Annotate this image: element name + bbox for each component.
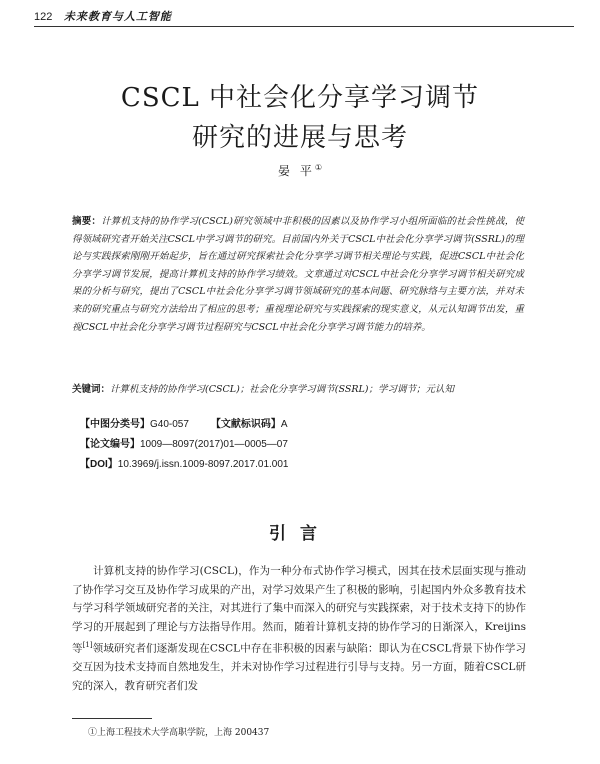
abstract: [72, 213, 524, 336]
body-text-part-2: 领域研究者们逐渐发现在CSCL中存在非积极的因素与缺陷：即认为在CSCL背景下协作学习交互因为技术支持而自然地发生，并未对协作学习过程进行引导与支持。另一方面，随着CSCL研究的深入，教育研究者们发: [72, 642, 527, 692]
body-paragraph: [72, 562, 526, 695]
author-footnote-mark: ①: [314, 163, 322, 172]
keywords-label: 关键词：: [72, 384, 111, 395]
article-number-line: [80, 438, 520, 452]
doi-label: 【DOI】: [80, 459, 118, 470]
section-heading: 引言: [269, 524, 331, 544]
footnote-rule: [72, 718, 152, 719]
page-number: 122: [34, 11, 53, 23]
doc-code-label: 【文献标识码】: [210, 419, 281, 430]
paper-title-line-2: 研究的进展与思考: [191, 123, 408, 153]
header-rule: [34, 26, 574, 27]
keywords-text: 计算机支持的协作学习(CSCL)；社会化分享学习调节(SSRL)；学习调节；元认知: [110, 384, 455, 395]
author: [0, 162, 600, 179]
body-text-part-1: 计算机支持的协作学习(CSCL)，作为一种分布式协作学习模式，因其在技术层面实现与推动了协作学习交互及协作学习成果的产出，对学习效果产生了积极的影响，引起国内外众多教育技术与学习科学领域研究者的关注，对其进行了集中而深入的研究与实践探索，对于技术支持下的协作学习的开展起到了理论与方法指导作用。然而，随着计算机支持的协作学习的日渐深入，Kreijins 等: [72, 565, 526, 655]
doc-code-value: A: [280, 419, 288, 430]
abstract-label: 摘要：: [72, 216, 102, 227]
article-number-value: 1009—8097(2017)01—0005—07: [140, 439, 288, 450]
paper-title-line-1: CSCL 中社会化分享学习调节: [120, 83, 480, 113]
clc-label: 【中图分类号】: [80, 419, 150, 430]
classification-line: [80, 418, 520, 432]
author-name: 晏 平: [278, 164, 315, 178]
footnote: ①上海工程技术大学高职学院，上海 200437: [88, 728, 270, 738]
doi-line: [80, 458, 520, 472]
article-number-label: 【论文编号】: [80, 439, 140, 450]
clc-value: G40-057: [150, 419, 189, 430]
abstract-text: 计算机支持的协作学习(CSCL)研究领域中非积极的因素以及协作学习小组所面临的社会性挑战，使得领域研究者开始关注CSCL中学习调节的研究。目前国内外关于CSCL中社会化分享学习调节(SSRL)的理论与实践探索刚刚开始起步，旨在通过研究探索社会化分享学习调节相关理论与实践，促进CSCL中社会化分享学习调节发展，提高计算机支持的协作学习绩效。文章通过对CSCL中社会化分享学习调节相关研究成果的分析与研究，提出了CSCL中社会化分享学习调节领域研究的基本问题、研究脉络与主要方法，并对未来的研究重点与研究方法给出了相应的思考；重视理论研究与实践探索的现实意义，从元认知调节出发，重视CSCL中社会化分享学习调节过程研究与CSCL中社会化分享学习调节能力的培养。: [72, 216, 524, 333]
citation-marker: [1]: [82, 641, 93, 649]
doi-value: 10.3969/j.issn.1009-8097.2017.01.001: [117, 459, 289, 470]
journal-title: 未来教育与人工智能: [63, 10, 172, 23]
keywords: [72, 381, 524, 398]
running-header: [34, 8, 574, 26]
